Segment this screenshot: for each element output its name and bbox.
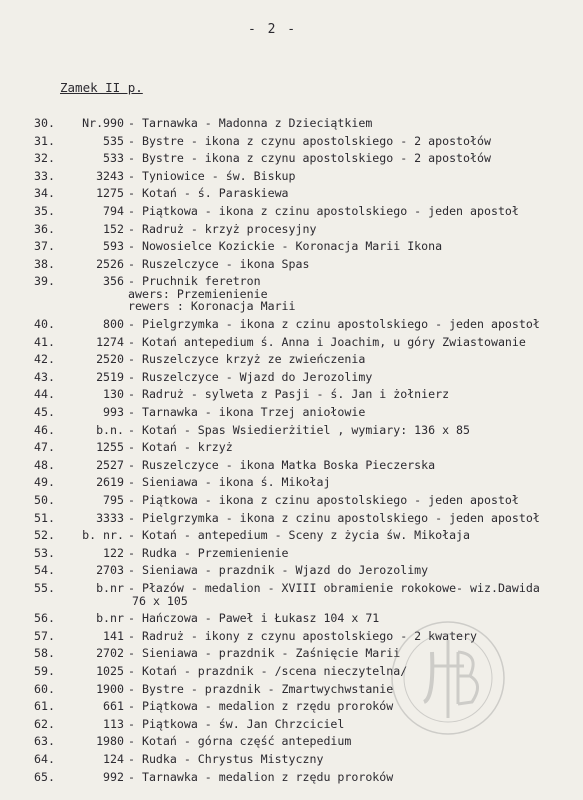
inventory-number: 124 — [103, 751, 124, 766]
entry-description: - Pielgrzymka - ikona z czinu apostolskiego - jeden apostoł — [128, 317, 540, 331]
entry-number: 63. — [34, 734, 55, 749]
entry-description: - Kotań antepedium ś. Anna i Joachim, u góry Zwiastowanie — [128, 334, 526, 349]
inventory-number: 130 — [103, 387, 124, 402]
entry-number: 36. — [34, 221, 55, 236]
entry-description: - Tarnawka - medalion z rzędu proroków — [128, 769, 394, 784]
entry-number: 40. — [34, 317, 55, 331]
inventory-number: 1025 — [96, 663, 124, 678]
inventory-number: 113 — [103, 716, 124, 731]
entry-description: - Tarnawka - ikona Trzej aniołowie — [128, 405, 366, 419]
entry-description: - Kotań - górna część antepedium — [128, 734, 352, 749]
entry-description: - Hańczowa - Paweł i Łukasz 104 x 71 — [128, 611, 380, 626]
entry-number: 42. — [34, 352, 55, 367]
inventory-number: 2527 — [96, 457, 124, 472]
inventory-number: 2619 — [96, 475, 124, 490]
entry-description: - Radruż - sylweta z Pasji - ś. Jan i żołnierz — [128, 387, 450, 402]
entry-number: 45. — [34, 405, 55, 419]
inventory-number: 3333 — [96, 510, 124, 525]
entry-continuation: 76 x 105 — [132, 593, 188, 608]
entry-number: 57. — [34, 628, 55, 643]
entry-number: 64. — [34, 751, 55, 766]
entry-number: 58. — [34, 646, 55, 661]
inventory-number: 661 — [103, 699, 124, 714]
entry-number: 38. — [34, 256, 55, 271]
inventory-number: 122 — [103, 545, 124, 560]
inventory-number: 2526 — [96, 256, 124, 271]
entry-description: - Nowosielce Kozickie - Koronacja Marii Ikona — [128, 239, 443, 254]
entry-description: - Pruchnik feretron — [128, 274, 261, 289]
entry-description: - Tarnawka - Madonna z Dzieciątkiem — [128, 116, 373, 130]
entry-continuation: rewers : Koronacja Marii — [128, 299, 296, 314]
entry-number: 35. — [34, 204, 55, 218]
entry-number: 52. — [34, 528, 55, 543]
inventory-number: 2702 — [96, 646, 124, 661]
entry-description: - Ruszelczyce - ikona Matka Boska Pieczerska — [128, 457, 436, 472]
inventory-number: 1900 — [96, 681, 124, 696]
inventory-number: 356 — [103, 274, 124, 289]
inventory-number: Nr.990 — [82, 116, 124, 130]
entry-number: 44. — [34, 387, 55, 402]
entry-continuation: awers: Przemienienie — [128, 286, 268, 301]
entry-description: - Sieniawa - prazdnik - Wjazd do Jerozolimy — [128, 563, 429, 578]
entry-description: - Tyniowice - św. Biskup — [128, 168, 296, 183]
inventory-number: 593 — [103, 239, 124, 254]
entry-description: - Kotań - antepedium - Sceny z życia św. Mikołaja — [128, 528, 471, 543]
foundation-seal-watermark — [388, 618, 508, 738]
entry-number: 55. — [34, 581, 55, 595]
inventory-number: b.nr — [96, 581, 124, 595]
inventory-number: 992 — [103, 769, 124, 784]
inventory-number: 1255 — [96, 440, 124, 455]
entry-description: - Piątkowa - św. Jan Chrzciciel — [128, 716, 345, 731]
entry-number: 39. — [34, 274, 55, 289]
inventory-number: 794 — [103, 204, 124, 218]
entry-description: - Kotań - Spas Wsiedierżitiel , wymiary: 136 x 85 — [128, 422, 471, 437]
inventory-number: 152 — [103, 221, 124, 236]
entry-description: - Piątkowa - medalion z rzędu proroków — [128, 699, 394, 714]
entry-number: 41. — [34, 334, 55, 349]
inventory-number: 1275 — [96, 186, 124, 201]
entry-number: 37. — [34, 239, 55, 254]
entry-description: - Rudka - Chrystus Mistyczny — [128, 751, 324, 766]
inventory-number: 3243 — [96, 168, 124, 183]
inventory-number: 1274 — [96, 334, 124, 349]
entry-number: 32. — [34, 151, 55, 166]
entry-number: 56. — [34, 611, 55, 626]
section-title: Zamek II p. — [60, 80, 143, 95]
entry-description: - Sieniawa - ikona ś. Mikołaj — [128, 475, 331, 490]
entry-number: 31. — [34, 133, 55, 148]
inventory-number: 2703 — [96, 563, 124, 578]
page-number: - 2 - — [248, 22, 298, 37]
inventory-number: b. nr. — [82, 528, 124, 543]
entry-description: - Bystre - prazdnik - Zmartwychwstanie — [128, 681, 394, 696]
entry-number: 51. — [34, 510, 55, 525]
inventory-number: 800 — [103, 317, 124, 331]
entry-description: - Kotań - ś. Paraskiewa — [128, 186, 289, 201]
entry-number: 48. — [34, 457, 55, 472]
entry-description: - Radruż - krzyż procesyjny — [128, 221, 317, 236]
entry-number: 46. — [34, 422, 55, 437]
entry-number: 62. — [34, 716, 55, 731]
entry-number: 54. — [34, 563, 55, 578]
entry-description: - Rudka - Przemienienie — [128, 545, 289, 560]
entry-description: - Ruszelczyce - ikona Spas — [128, 256, 310, 271]
entry-number: 43. — [34, 369, 55, 384]
entry-description: - Ruszelczyce - Wjazd do Jerozolimy — [128, 369, 373, 384]
inventory-number: 2520 — [96, 352, 124, 367]
inventory-number: 535 — [103, 133, 124, 148]
entry-number: 30. — [34, 116, 55, 130]
entry-description: - Piątkowa - ikona z czinu apostolskiego - jeden apostoł — [128, 204, 519, 218]
entry-description: - Radruż - ikony z czynu apostolskiego - 2 kwatery — [128, 628, 478, 643]
inventory-number: 533 — [103, 151, 124, 166]
inventory-number: 1980 — [96, 734, 124, 749]
entry-number: 34. — [34, 186, 55, 201]
inventory-number: 2519 — [96, 369, 124, 384]
inventory-number: 993 — [103, 405, 124, 419]
entry-description: - Sieniawa - prazdnik - Zaśnięcie Marii — [128, 646, 401, 661]
entry-description: - Kotań - prazdnik - /scena nieczytelna/ — [128, 663, 408, 678]
inventory-number: 795 — [103, 493, 124, 507]
entry-number: 49. — [34, 475, 55, 490]
entry-description: - Pielgrzymka - ikona z czinu apostolskiego - jeden apostoł — [128, 510, 540, 525]
entry-description: - Płazów - medalion - XVIII obramienie rokokowe- wiz.Dawida — [128, 581, 540, 595]
entry-description: - Kotań - krzyż — [128, 440, 233, 455]
entry-number: 65. — [34, 769, 55, 784]
entry-description: - Bystre - ikona z czynu apostolskiego - 2 apostołów — [128, 133, 491, 148]
entry-number: 33. — [34, 168, 55, 183]
entry-number: 53. — [34, 545, 55, 560]
inventory-number: b.n. — [96, 422, 124, 437]
entry-number: 47. — [34, 440, 55, 455]
entry-number: 60. — [34, 681, 55, 696]
entry-description: - Bystre - ikona z czynu apostolskiego - 2 apostołów — [128, 151, 491, 166]
entry-description: - Piątkowa - ikona z czinu apostolskiego - jeden apostoł — [128, 493, 519, 507]
entry-number: 59. — [34, 663, 55, 678]
inventory-number: b.nr — [96, 611, 124, 626]
entry-description: - Ruszelczyce krzyż ze zwieńczenia — [128, 352, 366, 367]
entry-number: 50. — [34, 493, 55, 507]
inventory-number: 141 — [103, 628, 124, 643]
entry-number: 61. — [34, 699, 55, 714]
